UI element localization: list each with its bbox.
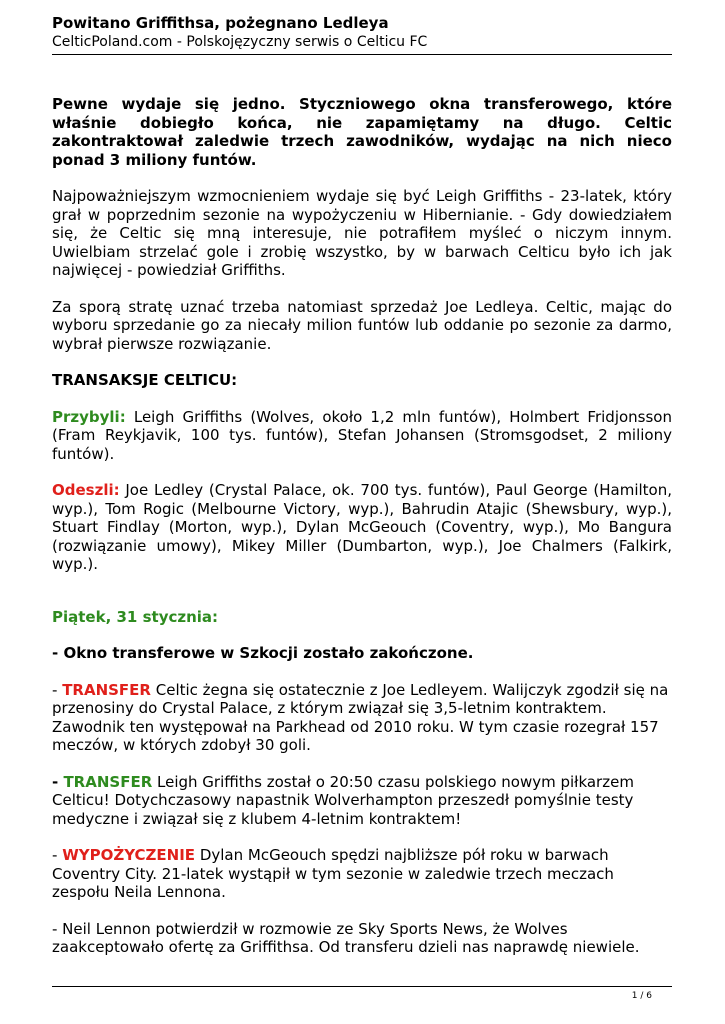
page-footer	[52, 986, 672, 1001]
departed-list	[52, 481, 672, 574]
arrived-text: Leigh Griffiths (Wolves, około 1,2 mln funtów), Holmbert Fridjonsson (Fram Reykjavik, 100 tys. funtów), Stefan Johansen (Stromsgodset, 2 miliony funtów).	[52, 407, 672, 463]
news-item-dash: -	[52, 680, 63, 699]
page-title: Powitano Griffithsa, pożegnano Ledleya	[52, 14, 389, 32]
article-lead: Pewne wydaje się jedno. Styczniowego okna transferowego, które właśnie dobiegło końca, nie zapamiętamy na długo. Celtic zakontraktował zaledwie trzech zawodników, wydając na nich nieco ponad 3 miliony funtów.	[52, 95, 672, 169]
departed-text: Joe Ledley (Crystal Palace, ok. 700 tys. funtów), Paul George (Hamilton, wyp.), Tom Rogic (Melbourne Victory, wyp.), Bahrudin Atajic (Shewsbury, wyp.), Stuart Findlay (Morton, wyp.), Dylan McGeouch (Coventry, wyp.), Mo Bangura (rozwiązanie umowy), Mikey Miller (Dumbarton, wyp.), Joe Chalmers (Falkirk, wyp.).	[52, 481, 672, 573]
document-page	[52, 14, 672, 957]
paragraph-ledley: Za sporą stratę uznać trzeba natomiast sprzedaż Joe Ledleya. Celtic, mając do wyboru sprzedanie go za niecały milion funtów lub oddanie po sezonie za darmo, wybrał pierwsze rozwiązanie.	[52, 297, 672, 353]
departed-label: Odeszli:	[52, 481, 120, 499]
news-item-text: Leigh Griffiths został o 20:50 czasu polskiego nowym piłkarzem Celticu! Dotychczasowy napastnik Wolverhampton przeszedł pomyślnie testy medyczne i związał się z klubem 4-letnim kontraktem!	[52, 772, 634, 828]
news-item-text: Celtic żegna się ostatecznie z Joe Ledleyem. Walijczyk zgodził się na przenosiny do Crystal Palace, z którym związał się 3,5-letnim kontraktem. Zawodnik ten występował na Parkhead od 2010 roku. W tym czasie rozegrał 157 meczów, w których zdobył 30 goli.	[52, 680, 669, 754]
arrived-list	[52, 408, 672, 464]
news-item-ledley	[52, 681, 672, 755]
transfer-tag: TRANSFER	[62, 680, 151, 699]
article-body	[52, 95, 672, 957]
arrived-label: Przybyli:	[52, 407, 126, 426]
news-item-dash: -	[52, 772, 64, 791]
transactions-heading: TRANSAKSJE CELTICU:	[52, 371, 238, 389]
footer-divider	[52, 986, 672, 987]
news-item-lennon: - Neil Lennon potwierdził w rozmowie ze Sky Sports News, że Wolves zaakceptowało ofertę za Griffithsa. Od transferu dzieli nas naprawdę niewiele.	[52, 919, 640, 956]
news-item-dash: -	[52, 846, 63, 864]
news-item-griffiths	[52, 773, 672, 829]
header-divider	[52, 54, 672, 55]
news-item-mcgeouch	[52, 846, 672, 902]
loan-tag: WYPOŻYCZENIE	[62, 846, 196, 864]
site-subtitle: CelticPoland.com - Polskojęzyczny serwis o Celticu FC	[52, 34, 428, 50]
date-heading: Piątek, 31 stycznia:	[52, 607, 219, 626]
paragraph-griffiths: Najpoważniejszym wzmocnieniem wydaje się być Leigh Griffiths - 23-latek, który grał w poprzednim sezonie na wypożyczeniu w Hibernianie. - Gdy dowiedziałem się, że Celtic się mną interesuje, nie potrafiłem myśleć o niczym innym. Uwielbiam strzelać gole i zrobię wszystko, by w barwach Celticu było ich jak najwięcej - powiedział Griffiths.	[52, 187, 672, 279]
document-header	[52, 14, 672, 55]
news-item-text: Dylan McGeouch spędzi najbliższe pół roku w barwach Coventry City. 21-latek wystąpił w tym sezonie w zaledwie trzech meczach zespołu Neila Lennona.	[52, 846, 614, 901]
transfer-tag: TRANSFER	[63, 772, 153, 791]
page-number: 1 / 6	[631, 991, 652, 1001]
window-closed-heading: - Okno transferowe w Szkocji zostało zakończone.	[52, 644, 474, 662]
